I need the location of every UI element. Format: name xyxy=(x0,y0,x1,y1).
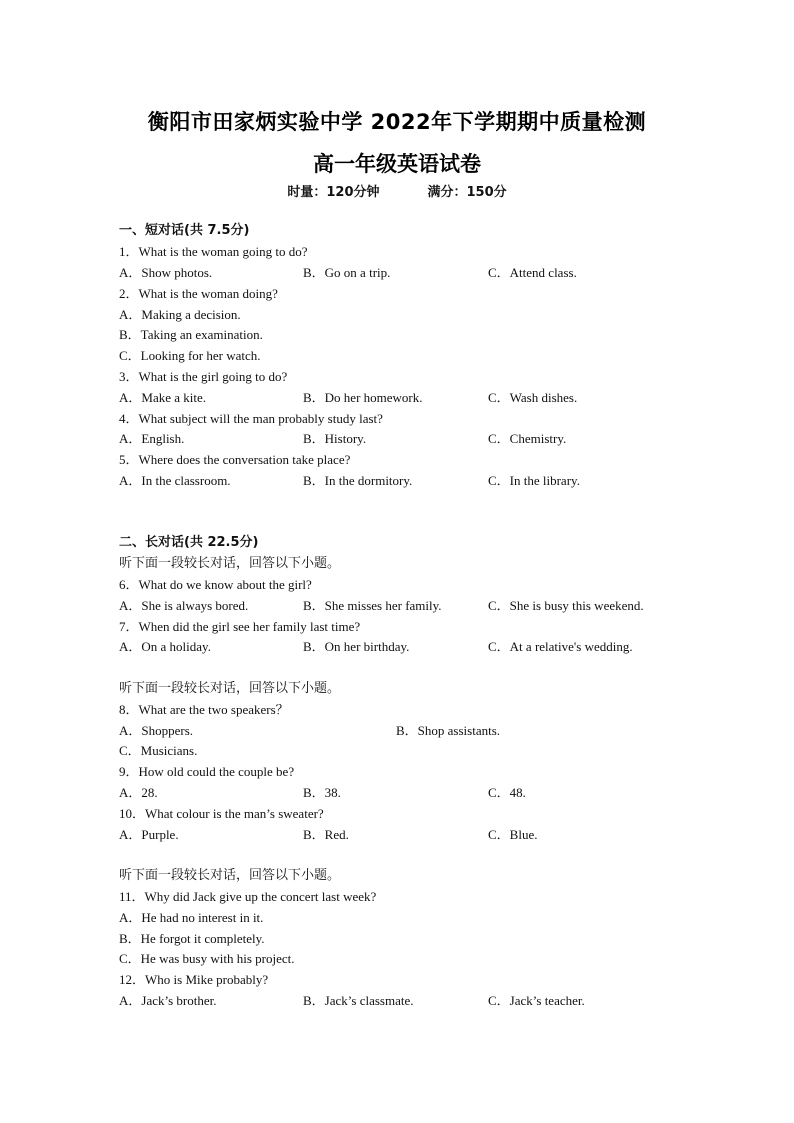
question-7-stem: 7．When did the girl see her family last time? xyxy=(119,619,361,634)
question-6-option-a: A．She is always bored. xyxy=(119,598,249,613)
question-8-option-b: B．Shop assistants. xyxy=(396,723,501,738)
question-12-option-a: A．Jack’s brother. xyxy=(119,993,217,1008)
question-1-option-b: B．Go on a trip. xyxy=(303,265,391,280)
question-10-option-a: A．Purple. xyxy=(119,827,179,842)
section2-heading: 二、长对话(共 22.5分) xyxy=(119,535,259,550)
question-11-stem: 11．Why did Jack give up the concert last week? xyxy=(119,889,377,904)
question-1-option-a: A．Show photos. xyxy=(119,265,213,280)
question-4-option-c: C．Chemistry. xyxy=(488,431,567,446)
exam-subtitle: 高一年级英语试卷 xyxy=(313,152,481,176)
question-5-option-b: B．In the dormitory. xyxy=(303,473,413,488)
full-score: 满分：150分 xyxy=(427,185,507,200)
question-5-stem: 5．Where does the conversation take place? xyxy=(119,452,351,467)
question-10-option-c: C．Blue. xyxy=(488,827,538,842)
question-12-option-c: C．Jack’s teacher. xyxy=(488,993,585,1008)
question-3-option-a: A．Make a kite. xyxy=(119,390,207,405)
question-8-option-c: C．Musicians. xyxy=(119,743,198,758)
question-12-option-b: B．Jack’s classmate. xyxy=(303,993,414,1008)
question-7-option-c: C．At a relative's wedding. xyxy=(488,639,633,654)
question-7-option-a: A．On a holiday. xyxy=(119,639,211,654)
question-11-option-a: A．He had no interest in it. xyxy=(119,910,264,925)
question-10-option-b: B．Red. xyxy=(303,827,349,842)
question-2-option-a: A．Making a decision. xyxy=(119,307,241,322)
instruction-1: 听下面一段较长对话，回答以下小题。 xyxy=(119,556,341,571)
question-3-option-b: B．Do her homework. xyxy=(303,390,423,405)
question-6-option-b: B．She misses her family. xyxy=(303,598,442,613)
question-5-option-a: A．In the classroom. xyxy=(119,473,231,488)
question-9-option-b: B．38. xyxy=(303,785,341,800)
question-2-option-b: B．Taking an examination. xyxy=(119,327,263,342)
question-1-option-c: C．Attend class. xyxy=(488,265,577,280)
question-9-stem: 9．How old could the couple be? xyxy=(119,764,295,779)
question-1-stem: 1．What is the woman going to do? xyxy=(119,244,308,259)
question-4-option-a: A．English. xyxy=(119,431,185,446)
question-5-option-c: C．In the library. xyxy=(488,473,580,488)
question-9-option-a: A．28. xyxy=(119,785,158,800)
question-3-option-c: C．Wash dishes. xyxy=(488,390,578,405)
question-11-option-b: B．He forgot it completely. xyxy=(119,931,265,946)
question-12-stem: 12．Who is Mike probably? xyxy=(119,972,269,987)
question-10-stem: 10．What colour is the man’s sweater? xyxy=(119,806,324,821)
question-6-option-c: C．She is busy this weekend. xyxy=(488,598,644,613)
question-2-option-c: C．Looking for her watch. xyxy=(119,348,261,363)
instruction-3: 听下面一段较长对话，回答以下小题。 xyxy=(119,868,341,883)
time-limit: 时量：120分钟 xyxy=(287,185,380,200)
exam-meta xyxy=(0,181,794,200)
question-6-stem: 6．What do we know about the girl? xyxy=(119,577,312,592)
exam-title: 衡阳市田家炳实验中学 2022年下学期期中质量检测 xyxy=(147,110,647,134)
question-9-option-c: C．48. xyxy=(488,785,526,800)
instruction-2: 听下面一段较长对话，回答以下小题。 xyxy=(119,681,341,696)
question-3-stem: 3．What is the girl going to do? xyxy=(119,369,288,384)
question-8-stem: 8．What are the two speakers？ xyxy=(119,702,289,717)
section1-heading: 一、短对话(共 7.5分) xyxy=(119,223,250,238)
question-4-stem: 4．What subject will the man probably study last? xyxy=(119,411,383,426)
question-11-option-c: C．He was busy with his project. xyxy=(119,951,295,966)
question-8-option-a: A．Shoppers. xyxy=(119,723,194,738)
question-2-stem: 2．What is the woman doing? xyxy=(119,286,278,301)
question-7-option-b: B．On her birthday. xyxy=(303,639,410,654)
question-4-option-b: B．History. xyxy=(303,431,367,446)
